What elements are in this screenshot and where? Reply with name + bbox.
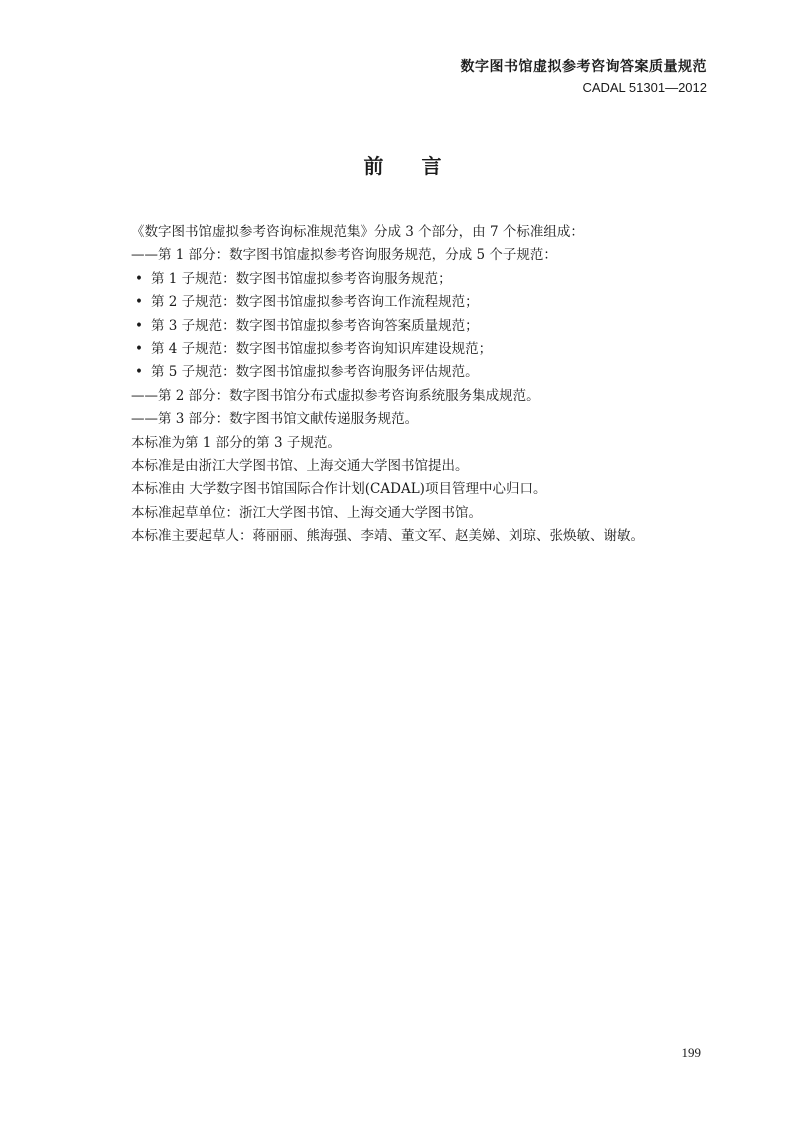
sub-spec-item (131, 291, 721, 314)
part-3-line: ——第 3 部分：数字图书馆文献传递服务规范。 (131, 411, 419, 428)
statement-line: 本标准为第 1 部分的第 3 子规范。 (131, 434, 341, 451)
sub-spec-text: 第 4 子规范：数字图书馆虚拟参考咨询知识库建设规范； (151, 340, 493, 357)
part-1-line: ——第 1 部分：数字图书馆虚拟参考咨询服务规范，分成 5 个子规范： (131, 247, 557, 264)
sub-spec-text: 第 3 子规范：数字图书馆虚拟参考咨询答案质量规范； (151, 317, 479, 334)
sub-spec-text: 第 2 子规范：数字图书馆虚拟参考咨询工作流程规范； (151, 294, 479, 311)
running-header-title: 数字图书馆虚拟参考咨询答案质量规范 (460, 59, 707, 75)
bullet-icon: • (135, 294, 143, 311)
bullet-icon: • (135, 340, 143, 357)
sub-spec-text: 第 1 子规范：数字图书馆虚拟参考咨询服务规范； (151, 270, 452, 287)
part-2-line: ——第 2 部分：数字图书馆分布式虚拟参考咨询系统服务集成规范。 (131, 387, 540, 404)
bullet-icon: • (135, 317, 143, 334)
statement-line: 本标准起草单位：浙江大学图书馆、上海交通大学图书馆。 (131, 504, 482, 521)
section-heading: 前言 (363, 154, 480, 178)
bullet-icon: • (135, 364, 143, 381)
statement-line: 本标准由 大学数字图书馆国际合作计划(CADAL)项目管理中心归口。 (131, 481, 547, 498)
preface-body (131, 221, 721, 548)
sub-spec-item (131, 315, 721, 338)
sub-spec-item (131, 361, 721, 384)
sub-spec-item (131, 268, 721, 291)
bullet-icon: • (135, 270, 143, 287)
page-number: 199 (681, 1045, 701, 1060)
statement-line: 本标准是由浙江大学图书馆、上海交通大学图书馆提出。 (131, 457, 469, 474)
intro-line: 《数字图书馆虚拟参考咨询标准规范集》分成 3 个部分，由 7 个标准组成： (131, 224, 584, 240)
statement-line: 本标准主要起草人：蒋丽丽、熊海强、李靖、董文军、赵美娣、刘琼、张焕敏、谢敏。 (131, 528, 644, 545)
sub-spec-item (131, 338, 721, 361)
running-header-code: CADAL 51301—2012 (582, 80, 707, 95)
sub-spec-text: 第 5 子规范：数字图书馆虚拟参考咨询服务评估规范。 (151, 364, 479, 381)
